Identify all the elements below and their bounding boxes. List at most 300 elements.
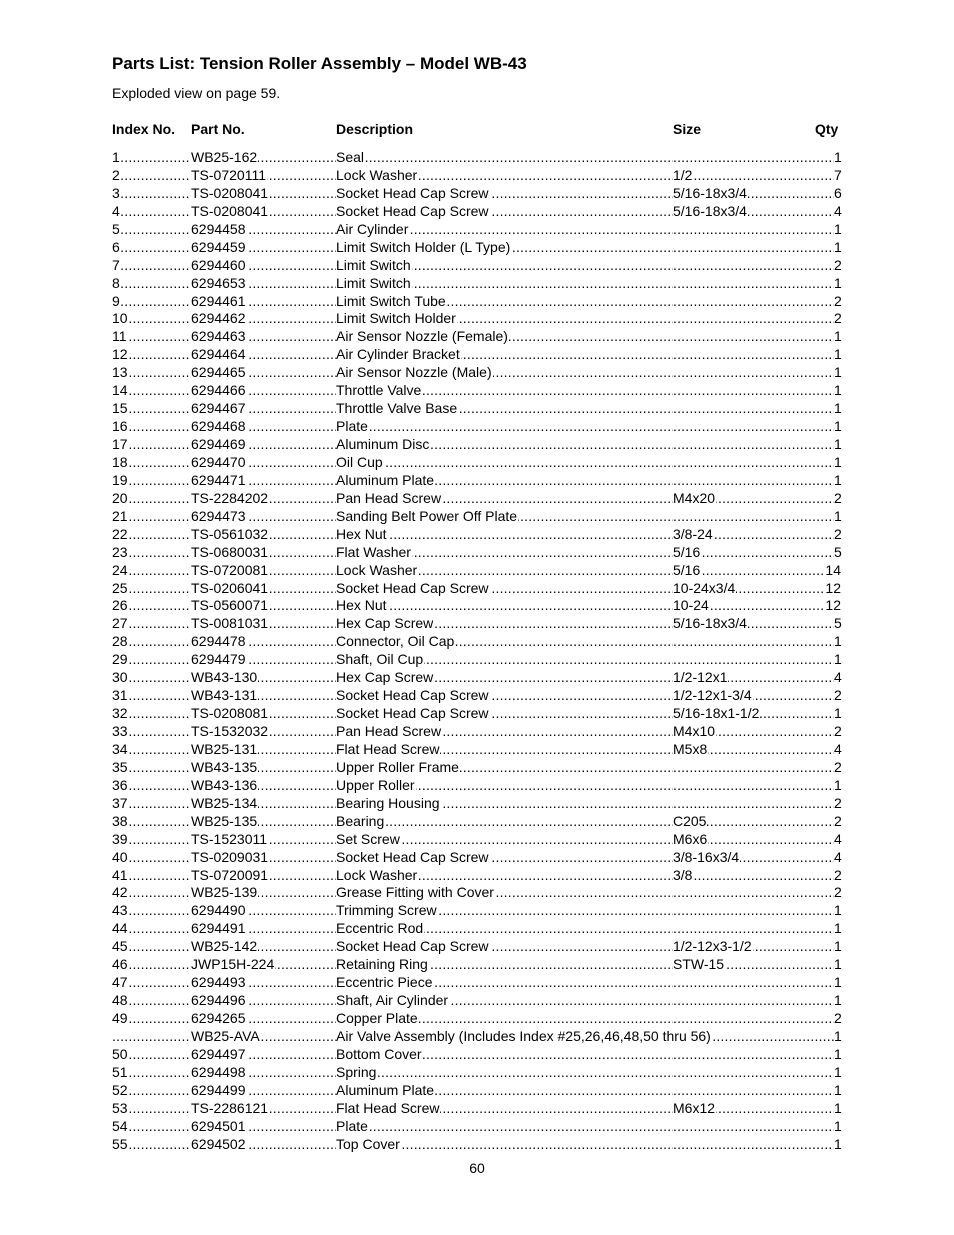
size-cell [673, 346, 834, 364]
part-number-cell [191, 400, 336, 418]
index-cell-text: 17 [112, 436, 128, 452]
size-cell [673, 526, 834, 544]
qty-cell-text: 1 [834, 507, 842, 524]
index-cell [112, 1028, 191, 1046]
size-cell-text: C205 [673, 812, 707, 829]
part-number-cell [191, 382, 336, 400]
qty-cell [834, 1136, 842, 1154]
index-cell [112, 705, 191, 723]
qty-cell [834, 1028, 842, 1046]
description-cell-text: Flat Washer [336, 543, 411, 560]
qty-cell [824, 562, 842, 580]
part-number-cell-text: WB43-130 [191, 669, 258, 686]
size-cell-text: 5/16 [673, 543, 701, 560]
part-number-cell [191, 1136, 336, 1154]
index-cell [112, 759, 191, 777]
qty-cell-text: 1 [834, 453, 842, 470]
table-row [112, 382, 842, 400]
part-number-cell [191, 293, 336, 311]
table-row [112, 615, 842, 633]
table-row [112, 203, 842, 221]
qty-cell-text: 1 [834, 938, 842, 955]
size-cell-text: 10-24 [673, 597, 709, 614]
description-cell-text: Eccentric Rod [336, 920, 424, 937]
description-cell-text: Limit Switch [336, 256, 411, 273]
header-size: Size [673, 121, 702, 137]
table-row [112, 705, 842, 723]
qty-cell [834, 615, 842, 633]
description-cell-text: Lock Washer [336, 866, 418, 883]
qty-cell-text: 1 [834, 328, 842, 345]
index-cell [112, 293, 191, 311]
qty-cell-text: 2 [834, 884, 842, 901]
description-cell [336, 902, 673, 920]
part-number-cell-text: TS-0208041 [191, 184, 269, 201]
part-number-cell [191, 562, 336, 580]
index-cell [112, 597, 191, 615]
description-cell-text: Socket Head Cap Screw [336, 184, 489, 201]
header-qty: Qty [815, 121, 839, 137]
description-cell-text: Aluminum Plate [336, 471, 435, 488]
qty-cell-text: 5 [834, 543, 842, 560]
qty-cell [834, 203, 842, 221]
part-number-cell-text: WB25-131 [191, 740, 258, 757]
size-cell [673, 203, 834, 221]
index-cell-text: 13 [112, 364, 128, 381]
index-cell-text: 29 [112, 651, 128, 668]
table-row [112, 1082, 842, 1100]
part-number-cell [191, 328, 336, 346]
qty-cell-text: 2 [834, 525, 842, 542]
index-cell-text: 46 [112, 956, 128, 973]
description-cell [336, 705, 673, 723]
description-cell [336, 149, 673, 167]
qty-cell [834, 687, 842, 705]
size-cell [673, 1118, 834, 1136]
index-cell-text: 38 [112, 812, 128, 829]
table-row [112, 795, 842, 813]
qty-cell [834, 239, 842, 257]
qty-cell-text: 1 [834, 902, 842, 919]
qty-cell [834, 346, 842, 364]
qty-cell [834, 167, 842, 185]
qty-cell-text: 1 [834, 1063, 842, 1080]
index-cell [112, 795, 191, 813]
description-cell-text: Copper Plate [336, 1010, 418, 1026]
part-number-cell-text: TS-0680031 [191, 543, 269, 560]
qty-cell-text: 4 [834, 740, 842, 757]
part-number-cell [191, 203, 336, 221]
description-cell [336, 436, 673, 454]
description-cell [336, 831, 673, 849]
part-number-cell [191, 167, 336, 185]
qty-cell [834, 633, 842, 651]
index-cell [112, 669, 191, 687]
qty-cell [834, 149, 842, 167]
qty-cell [834, 795, 842, 813]
description-cell-text: Set Screw [336, 830, 400, 847]
size-cell [673, 149, 834, 167]
index-cell [112, 867, 191, 885]
index-cell [112, 544, 191, 562]
description-cell [336, 687, 673, 705]
qty-cell [834, 849, 842, 867]
index-cell [112, 831, 191, 849]
qty-cell-text: 4 [834, 202, 842, 219]
description-cell [336, 328, 673, 346]
table-row [112, 149, 842, 167]
description-cell-text: Hex Cap Screw [336, 615, 434, 632]
description-cell-text: Limit Switch [336, 274, 411, 291]
index-cell-text: 48 [112, 992, 128, 1009]
header-index: Index No. [112, 121, 176, 137]
size-cell-text [673, 436, 674, 452]
qty-cell [834, 741, 842, 759]
part-number-cell-text: 6294461 [191, 292, 246, 309]
index-cell-text: 54 [112, 1117, 128, 1134]
size-cell [673, 956, 834, 974]
part-number-cell [191, 472, 336, 490]
size-cell [673, 364, 834, 382]
index-cell [112, 185, 191, 203]
part-number-cell-text: TS-0208041 [191, 202, 269, 219]
description-cell [336, 544, 673, 562]
part-number-cell [191, 902, 336, 920]
qty-cell-text: 1 [834, 633, 842, 650]
part-number-cell-text: 6294473 [191, 507, 246, 524]
qty-cell [834, 293, 842, 311]
part-number-cell-text: WB25-AVA [191, 1027, 260, 1044]
index-cell-text: 7 [112, 256, 120, 273]
description-cell [336, 1028, 836, 1046]
index-cell-text: 35 [112, 758, 128, 775]
part-number-cell [191, 813, 336, 831]
part-number-cell-text: 6294490 [191, 902, 246, 919]
index-cell-text: 52 [112, 1081, 128, 1098]
part-number-cell [191, 974, 336, 992]
qty-cell [834, 1046, 842, 1064]
size-cell-text [673, 1046, 674, 1062]
index-cell [112, 615, 191, 633]
description-cell [336, 849, 673, 867]
part-number-cell-text: 6294497 [191, 1045, 246, 1062]
part-number-cell-text: JWP15H-224 [191, 956, 275, 973]
size-cell [673, 669, 834, 687]
description-cell-text: Sanding Belt Power Off Plate [336, 507, 518, 524]
description-cell-text: Top Cover [336, 1135, 400, 1152]
description-cell-text: Aluminum Plate [336, 1081, 435, 1098]
size-cell [673, 508, 834, 526]
size-cell [673, 239, 834, 257]
index-cell [112, 328, 191, 346]
description-cell-text: Limit Switch Tube [336, 292, 446, 309]
part-number-cell [191, 1046, 336, 1064]
qty-cell [834, 651, 842, 669]
qty-cell-text: 12 [825, 597, 841, 614]
part-number-cell [191, 759, 336, 777]
part-number-cell [191, 615, 336, 633]
description-cell [336, 1010, 673, 1028]
index-cell [112, 346, 191, 364]
size-cell-text [673, 1010, 674, 1026]
part-number-cell [191, 669, 336, 687]
index-cell [112, 956, 191, 974]
qty-cell-text: 1 [834, 382, 842, 399]
index-cell-text: 9 [112, 292, 120, 309]
table-row [112, 508, 842, 526]
size-cell-text: M5x8 [673, 740, 708, 757]
size-cell [673, 777, 834, 795]
description-cell [336, 382, 673, 400]
description-cell-text: Air Sensor Nozzle (Female) [336, 328, 508, 345]
description-cell [336, 275, 673, 293]
qty-cell [834, 382, 842, 400]
index-cell [112, 436, 191, 454]
part-number-cell-text: 6294468 [191, 418, 246, 435]
size-cell [673, 1064, 834, 1082]
qty-cell-text: 1 [834, 418, 842, 435]
table-row [112, 490, 842, 508]
part-number-cell-text: WB25-142 [191, 938, 258, 955]
part-number-cell-text: TS-0560071 [191, 597, 269, 614]
index-cell [112, 149, 191, 167]
description-cell [336, 490, 673, 508]
size-cell [673, 562, 834, 580]
qty-cell [834, 956, 842, 974]
table-row [112, 813, 842, 831]
index-cell [112, 741, 191, 759]
size-cell-text [673, 777, 674, 793]
description-cell [336, 1082, 673, 1100]
size-cell [673, 615, 834, 633]
size-cell-text: 5/16-18x3/4 [673, 184, 747, 201]
part-number-cell-text: 6294466 [191, 382, 246, 399]
description-cell [336, 1118, 673, 1136]
size-cell-text: 5/16-18x3/4 [673, 202, 747, 219]
size-cell [673, 472, 834, 490]
index-cell-text: 2 [112, 166, 120, 183]
index-cell-text: 10 [112, 310, 128, 327]
index-cell-text: 42 [112, 884, 128, 901]
description-cell-text: Plate [336, 1117, 368, 1134]
description-cell-text: Eccentric Piece [336, 974, 433, 991]
size-cell [673, 328, 834, 346]
description-cell [336, 741, 673, 759]
part-number-cell-text: 6294493 [191, 974, 246, 991]
qty-cell [834, 1010, 842, 1028]
part-number-cell-text: TS-0206041 [191, 579, 269, 596]
description-cell-text: Upper Roller Frame [336, 758, 459, 775]
description-cell-text: Aluminum Disc [336, 436, 430, 452]
index-cell [112, 723, 191, 741]
qty-cell [834, 902, 842, 920]
description-cell [336, 669, 673, 687]
index-cell-text: 50 [112, 1045, 128, 1062]
index-cell [112, 974, 191, 992]
description-cell [336, 974, 673, 992]
description-cell-text: Pan Head Screw [336, 723, 442, 739]
size-cell-text [673, 795, 674, 811]
qty-cell [834, 759, 842, 777]
index-cell [112, 920, 191, 938]
qty-cell-text: 1 [834, 1099, 842, 1116]
qty-cell [834, 669, 842, 687]
size-cell-text: 3/8-24 [673, 525, 713, 542]
index-cell [112, 580, 191, 598]
table-row [112, 687, 842, 705]
description-cell-text: Upper Roller [336, 776, 415, 793]
size-cell [673, 544, 834, 562]
description-cell-text: Shaft, Oil Cup [336, 651, 424, 668]
part-number-cell-text: WB43-131 [191, 687, 258, 704]
qty-cell-text: 5 [834, 615, 842, 632]
part-number-cell [191, 310, 336, 328]
description-cell [336, 1100, 673, 1118]
index-cell-text: 3 [112, 184, 120, 201]
qty-cell-text: 1 [834, 220, 842, 237]
size-cell-text: 5/16-18x1-1/2 [673, 705, 760, 722]
size-cell-text [673, 149, 674, 165]
page-title: Parts List: Tension Roller Assembly – Model WB-43 [112, 54, 527, 73]
part-number-cell-text: 6294498 [191, 1063, 246, 1080]
qty-cell [834, 454, 842, 472]
size-cell [673, 167, 834, 185]
size-cell [673, 741, 834, 759]
index-cell-text: 34 [112, 740, 128, 757]
table-row [112, 651, 842, 669]
size-cell-text: 1/2-12x1-3/4 [673, 687, 752, 704]
table-row [112, 777, 842, 795]
part-number-cell [191, 597, 336, 615]
size-cell-text [673, 275, 674, 291]
table-row [112, 418, 842, 436]
page-number: 60 [469, 1160, 485, 1176]
index-cell-text: 12 [112, 346, 128, 363]
qty-cell [834, 1100, 842, 1118]
qty-cell-text: 4 [834, 848, 842, 865]
table-row [112, 741, 842, 759]
part-number-cell-text: TS-1523011 [191, 830, 268, 847]
table-row [112, 669, 842, 687]
description-cell [336, 1046, 673, 1064]
size-cell [673, 580, 834, 598]
part-number-cell [191, 454, 336, 472]
table-row [112, 275, 842, 293]
size-cell [673, 651, 834, 669]
size-cell [673, 867, 834, 885]
index-cell [112, 310, 191, 328]
qty-cell [834, 705, 842, 723]
part-number-cell [191, 346, 336, 364]
size-cell-text [673, 508, 674, 524]
table-row [112, 436, 842, 454]
table-row [112, 1028, 842, 1046]
description-cell [336, 508, 673, 526]
part-number-cell-text: 6294464 [191, 346, 246, 363]
description-cell-text: Retaining Ring [336, 956, 428, 973]
table-row [112, 454, 842, 472]
part-number-cell [191, 741, 336, 759]
index-cell-text: 25 [112, 579, 128, 596]
qty-cell-text: 4 [834, 830, 842, 847]
index-cell-text: 21 [112, 507, 128, 524]
size-cell-text [673, 382, 674, 398]
qty-cell [834, 1082, 842, 1100]
size-cell [673, 813, 834, 831]
part-number-cell [191, 364, 336, 382]
part-number-cell-text: TS-0720081 [191, 561, 269, 578]
part-number-cell-text: 6294471 [191, 471, 246, 488]
qty-cell [834, 723, 842, 741]
table-row [112, 562, 842, 580]
description-cell [336, 400, 673, 418]
part-number-cell [191, 1118, 336, 1136]
part-number-cell [191, 849, 336, 867]
size-cell-text: 10-24x3/4 [673, 579, 736, 596]
description-cell-text: Socket Head Cap Screw [336, 705, 489, 722]
part-number-cell-text: 6294653 [191, 274, 246, 291]
description-cell-text: Plate [336, 418, 368, 435]
part-number-cell-text: 6294265 [191, 1010, 246, 1026]
parts-table [112, 149, 842, 1154]
description-cell [336, 310, 673, 328]
index-cell [112, 490, 191, 508]
part-number-cell [191, 795, 336, 813]
index-cell-text: 6 [112, 238, 120, 255]
qty-cell-text: 1 [834, 1135, 842, 1152]
qty-cell-text: 1 [834, 436, 842, 452]
qty-cell [834, 992, 842, 1010]
qty-cell [834, 400, 842, 418]
qty-cell-text: 2 [834, 812, 842, 829]
description-cell-text: Air Cylinder Bracket [336, 346, 460, 363]
size-cell [673, 418, 834, 436]
table-row [112, 956, 842, 974]
table-row [112, 526, 842, 544]
description-cell-text: Throttle Valve [336, 382, 422, 399]
qty-cell [834, 472, 842, 490]
part-number-cell [191, 508, 336, 526]
qty-cell-text: 1 [834, 274, 842, 291]
description-cell-text: Trimming Screw [336, 902, 437, 919]
table-row [112, 1046, 842, 1064]
qty-cell [824, 580, 842, 598]
description-cell [336, 239, 673, 257]
part-number-cell [191, 705, 336, 723]
index-cell-text: 1 [112, 149, 120, 165]
description-cell [336, 293, 673, 311]
description-cell [336, 346, 673, 364]
table-row [112, 257, 842, 275]
description-cell-text: Pan Head Screw [336, 489, 442, 506]
part-number-cell-text: 6294470 [191, 453, 246, 470]
index-cell-text: 36 [112, 776, 128, 793]
size-cell-text [673, 346, 674, 362]
index-cell [112, 239, 191, 257]
size-cell [673, 275, 834, 293]
description-cell-text: Hex Nut [336, 525, 387, 542]
part-number-cell-text: WB25-135 [191, 812, 258, 829]
qty-cell [824, 597, 842, 615]
part-number-cell-text: TS-1532032 [191, 723, 269, 739]
table-row [112, 974, 842, 992]
description-cell [336, 867, 673, 885]
description-cell-text: Limit Switch Holder (L Type) [336, 238, 511, 255]
index-cell-text: 4 [112, 202, 120, 219]
part-number-cell-text: 6294469 [191, 436, 246, 452]
table-row [112, 902, 842, 920]
description-cell [336, 454, 673, 472]
